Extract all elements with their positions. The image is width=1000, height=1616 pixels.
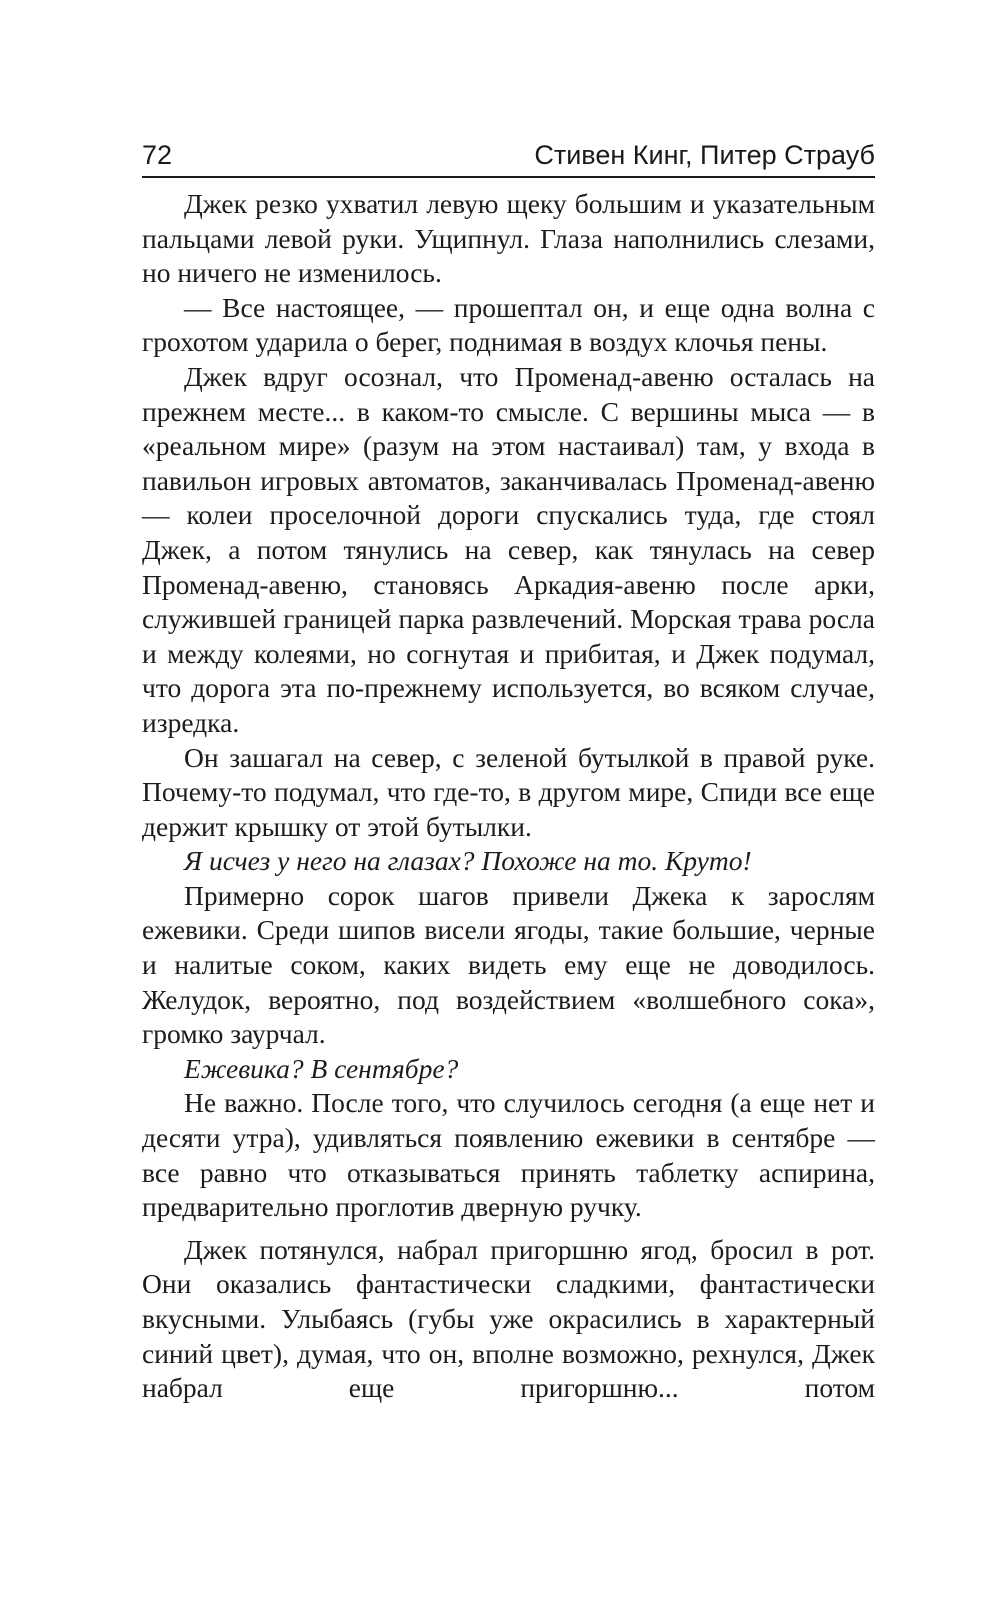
- page-number: 72: [142, 140, 173, 170]
- paragraph: Джек резко ухватил левую щеку большим и указательным пальцами левой руки. Ущипнул. Глаза наполнились слезами, но ничего не изменилось.: [142, 188, 875, 289]
- paragraph: Джек потянулся, набрал пригоршню ягод, бросил в рот. Они оказались фантастически сладкими, фантастически вкусными. Улыбаясь (губы уже окрасились в характерный синий цвет), думая, что он, вполне возможно, рехнулся, Джек набрал еще пригоршню... потом: [142, 1233, 875, 1404]
- paragraph: Примерно сорок шагов привели Джека к зарослям ежевики. Среди шипов висели ягоды, такие большие, черные и налитые соком, каких видеть ему еще не доводилось. Желудок, вероятно, под воздействием «волшебного сока», громко заурчал.: [142, 879, 875, 1050]
- running-head-authors: Стивен Кинг, Питер Страуб: [534, 140, 875, 170]
- paragraph: Джек вдруг осознал, что Променад-авеню осталась на прежнем месте... в каком-то смысле. С вершины мыса — в «реальном мире» (разум на этом настаивал) там, у входа в павильон игровых автоматов, заканчивалась Променад-авеню — колеи проселочной дороги спускались туда, где стоял Джек, а потом тянулись на север, как тянулась на север Променад-авеню, становясь Аркадия-авеню после арки, служившей границей парка развлечений. Морская трава росла и между колеями, но согнутая и прибитая, и Джек подумал, что дорога эта по-прежнему используется, во всяком случае, изредка.: [142, 360, 875, 738]
- body-text: [142, 187, 875, 1406]
- italic-thought: Я исчез у него на глазах? Похоже на то. Круто!: [184, 845, 752, 877]
- paragraph: Он зашагал на север, с зеленой бутылкой в правой руке. Почему-то подумал, что где-то, в другом мире, Спиди все еще держит крышку от этой бутылки.: [142, 741, 875, 842]
- running-head: [142, 138, 875, 178]
- italic-thought: Ежевика? В сентябре?: [184, 1052, 459, 1084]
- paragraph: — Все настоящее, — прошептал он, и еще одна волна с грохотом ударила о берег, поднимая в воздух клочья пены.: [142, 291, 875, 358]
- paragraph: Не важно. После того, что случилось сегодня (а еще нет и десяти утра), удивляться появлению ежевики в сентябре — все равно что отказываться принять таблетку аспирина, предварительно проглотив дверную ручку.: [142, 1087, 875, 1223]
- book-page: [142, 138, 875, 1406]
